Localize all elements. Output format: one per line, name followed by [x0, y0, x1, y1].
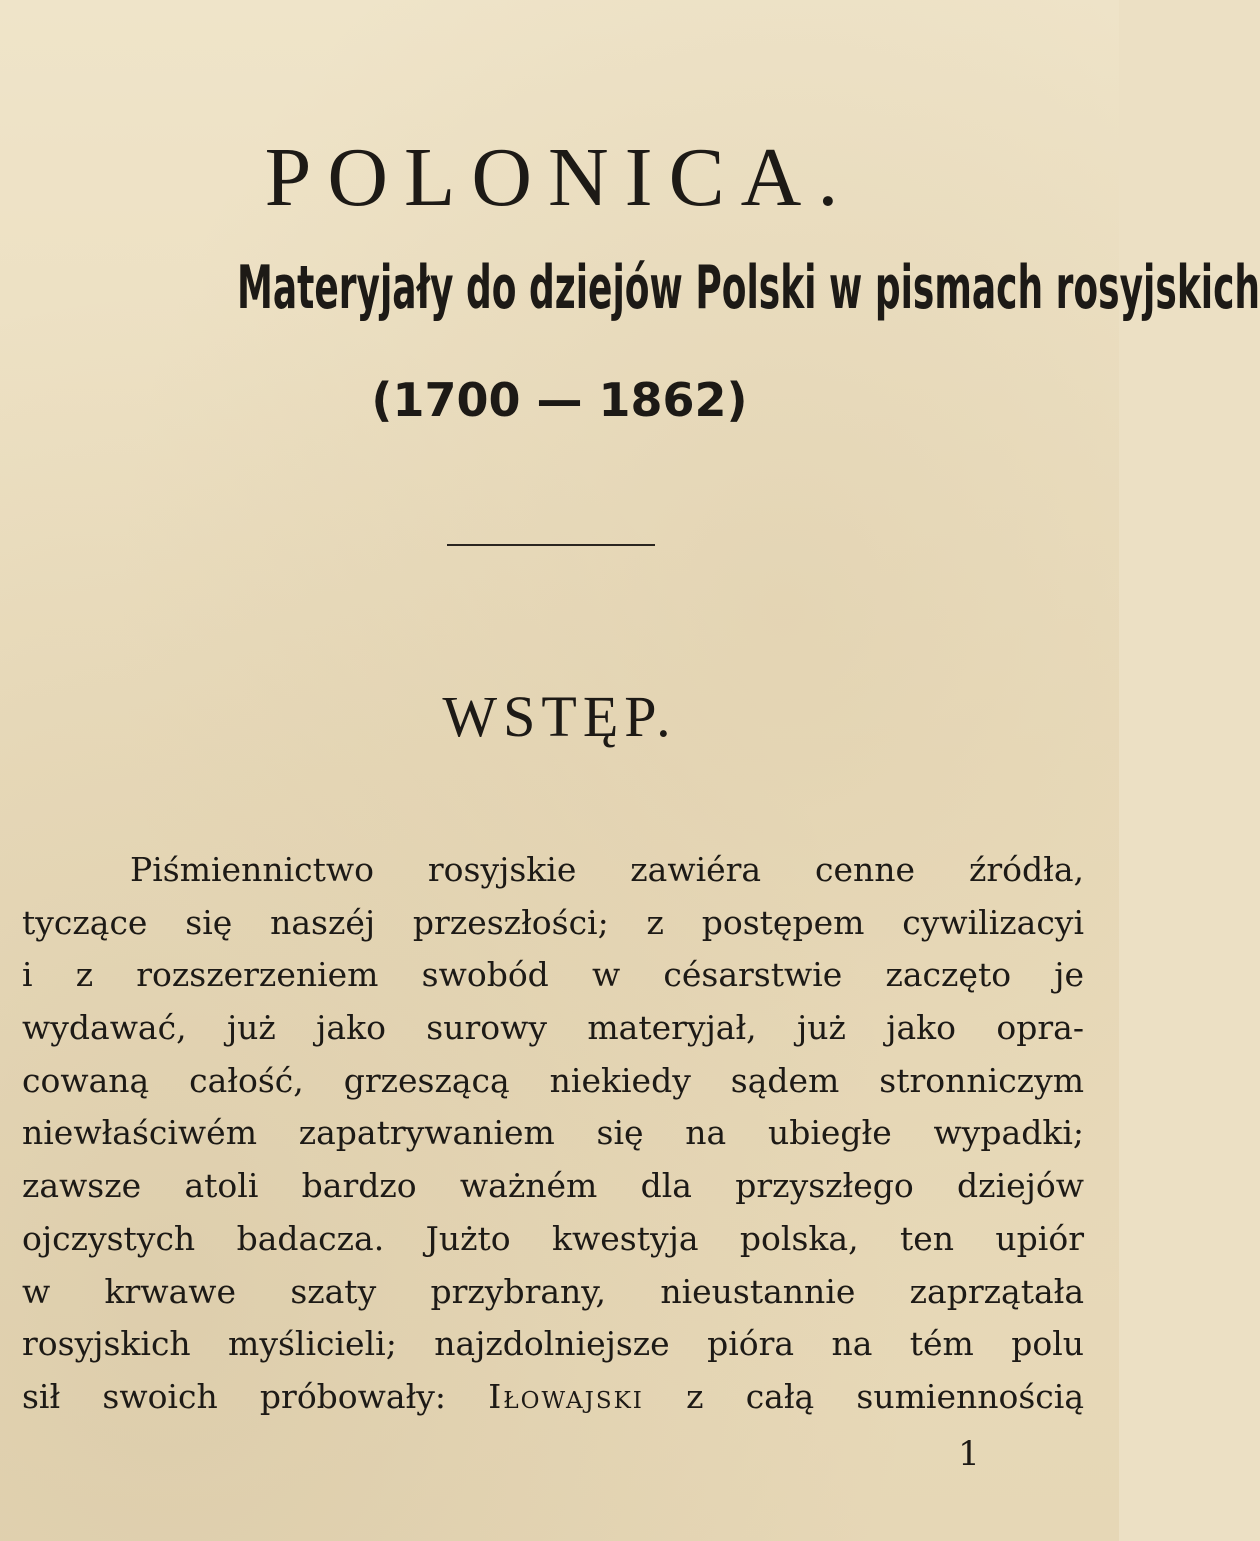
text-line: i z rozszerzeniem swobód w césarstwie zaczęto je — [22, 955, 1084, 995]
text-line: wydawać, już jako surowy materyjał, już jako opra- — [22, 1008, 1084, 1048]
text-segment: z całą sumiennością — [686, 1376, 1084, 1416]
page-number: 1 — [958, 1434, 980, 1474]
text-line: w krwawe szaty przybrany, nieustannie zaprzątała — [22, 1271, 1084, 1311]
body-paragraph — [22, 844, 1084, 1424]
section-heading: WSTĘP. — [442, 684, 677, 749]
author-name: Iłowajski — [488, 1376, 644, 1416]
text-line-last — [22, 1371, 1084, 1424]
text-line: Piśmiennictwo rosyjskie zawiéra cenne źródła, — [130, 850, 1084, 889]
text-line: niewłaściwém zapatrywaniem się na ubiegłe wypadki; — [22, 1113, 1084, 1153]
divider-rule — [447, 544, 655, 546]
text-line: ojczystych badacza. Jużto kwestyja polska, ten upiór — [22, 1218, 1084, 1258]
book-title: POLONICA. — [264, 131, 855, 224]
text-line: tyczące się naszéj przeszłości; z postępem cywilizacyi — [22, 902, 1084, 942]
text-line: rosyjskich myślicieli; najzdolniejsze pióra na tém polu — [22, 1324, 1084, 1364]
book-subtitle: Materyjały do dziejów Polski w pismach rosyjskich — [237, 253, 1260, 323]
text-segment: sił swoich próbowały: — [22, 1376, 447, 1416]
text-line: cowaną całość, grzeszącą niekiedy sądem stronniczym — [22, 1060, 1084, 1100]
text-line: zawsze atoli bardzo ważném dla przyszłego dziejów — [22, 1166, 1084, 1206]
date-range: (1700 — 1862) — [371, 373, 748, 427]
